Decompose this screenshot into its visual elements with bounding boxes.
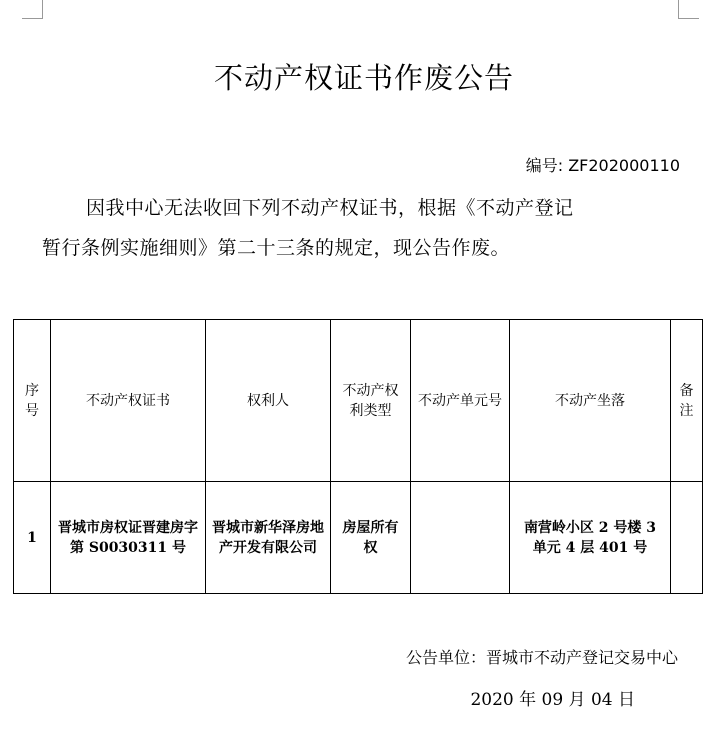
cell-right-type: 房屋所有权 <box>331 482 411 594</box>
cell-unit-no <box>411 482 510 594</box>
issuing-unit: 公告单位：晋城市不动产登记交易中心 <box>405 648 678 667</box>
cell-owner: 晋城市新华泽房地产开发有限公司 <box>206 482 331 594</box>
page-corner-mark-right <box>678 0 699 19</box>
header-owner: 权利人 <box>206 320 331 482</box>
page-title: 不动产权证书作废公告 <box>213 61 514 95</box>
cell-location: 南营岭小区 2 号楼 3 单元 4 层 401 号 <box>510 482 671 594</box>
notice-line-2: 暂行条例实施细则》第二十三条的规定，现公告作废。 <box>42 237 511 259</box>
cell-index: 1 <box>14 482 51 594</box>
table-header-row <box>14 320 703 482</box>
header-remarks: 备注 <box>671 320 703 482</box>
header-right-type: 不动产权利类型 <box>331 320 411 482</box>
header-index: 序号 <box>14 320 51 482</box>
certificate-table <box>13 319 703 594</box>
cell-certificate: 晋城市房权证晋建房字第 S0030311 号 <box>51 482 206 594</box>
header-location: 不动产坐落 <box>510 320 671 482</box>
cell-remarks <box>671 482 703 594</box>
notice-paragraph <box>42 188 682 268</box>
table-row <box>14 482 703 594</box>
header-certificate: 不动产权证书 <box>51 320 206 482</box>
notice-line-1: 因我中心无法收回下列不动产权证书，根据《不动产登记 <box>86 197 574 219</box>
page-corner-mark-left <box>22 0 43 19</box>
document-number: 编号: ZF202000110 <box>525 156 680 175</box>
issue-date: 2020 年 09 月 04 日 <box>470 690 635 710</box>
header-unit-no: 不动产单元号 <box>411 320 510 482</box>
